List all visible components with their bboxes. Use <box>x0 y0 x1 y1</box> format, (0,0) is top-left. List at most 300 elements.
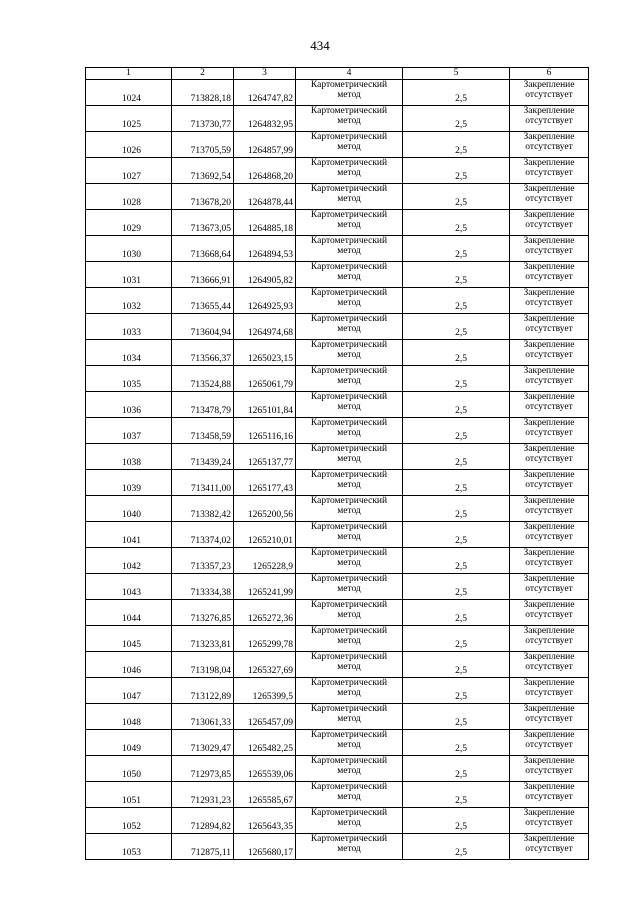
y-coordinate-cell: 1265327,69 <box>234 652 296 678</box>
point-number-cell: 1042 <box>86 548 172 574</box>
table-row <box>86 314 589 340</box>
method-cell-line: метод <box>337 584 361 594</box>
accuracy-cell: 2,5 <box>403 704 510 730</box>
fixation-cell-line: Закрепление <box>523 106 575 116</box>
table-row <box>86 626 589 652</box>
accuracy-cell: 2,5 <box>403 548 510 574</box>
method-cell-line: Картометрический <box>310 548 388 558</box>
fixation-cell <box>510 418 589 444</box>
fixation-cell-line: отсутствует <box>525 428 573 438</box>
method-cell-line: метод <box>337 688 361 698</box>
method-cell-line: Картометрический <box>310 834 388 844</box>
accuracy-cell: 2,5 <box>403 730 510 756</box>
method-cell <box>296 470 403 496</box>
point-number-cell: 1040 <box>86 496 172 522</box>
y-coordinate-cell: 1264894,53 <box>234 236 296 262</box>
accuracy-cell: 2,5 <box>403 678 510 704</box>
y-coordinate-cell: 1265399,5 <box>234 678 296 704</box>
method-cell-line: Картометрический <box>310 626 388 636</box>
method-cell-line: Картометрический <box>310 678 388 688</box>
method-cell <box>296 340 403 366</box>
point-number-cell: 1034 <box>86 340 172 366</box>
fixation-cell <box>510 158 589 184</box>
method-cell-line: метод <box>337 298 361 308</box>
point-number-cell: 1049 <box>86 730 172 756</box>
method-cell-line: Картометрический <box>310 392 388 402</box>
x-coordinate-cell: 713061,33 <box>172 704 234 730</box>
y-coordinate-cell: 1265299,78 <box>234 626 296 652</box>
table-row <box>86 600 589 626</box>
method-cell <box>296 834 403 860</box>
y-coordinate-cell: 1264868,20 <box>234 158 296 184</box>
x-coordinate-cell: 713374,02 <box>172 522 234 548</box>
fixation-cell-line: Закрепление <box>523 418 575 428</box>
fixation-cell-line: отсутствует <box>525 688 573 698</box>
method-cell <box>296 574 403 600</box>
x-coordinate-cell: 713357,23 <box>172 548 234 574</box>
method-cell <box>296 80 403 106</box>
accuracy-cell: 2,5 <box>403 236 510 262</box>
header-row <box>86 68 589 80</box>
method-cell <box>296 210 403 236</box>
accuracy-cell: 2,5 <box>403 600 510 626</box>
point-number-cell: 1036 <box>86 392 172 418</box>
table-body <box>86 80 589 860</box>
method-cell-line: Картометрический <box>310 756 388 766</box>
fixation-cell <box>510 262 589 288</box>
y-coordinate-cell: 1265200,56 <box>234 496 296 522</box>
table-row <box>86 470 589 496</box>
fixation-cell-line: Закрепление <box>523 834 575 844</box>
table-row <box>86 652 589 678</box>
fixation-cell-line: Закрепление <box>523 704 575 714</box>
table-row <box>86 132 589 158</box>
fixation-cell-line: Закрепление <box>523 808 575 818</box>
header-cell: 2 <box>172 68 234 80</box>
table-row <box>86 80 589 106</box>
fixation-cell-line: отсутствует <box>525 792 573 802</box>
method-cell-line: Картометрический <box>310 158 388 168</box>
point-number-cell: 1025 <box>86 106 172 132</box>
fixation-cell-line: Закрепление <box>523 470 575 480</box>
header-cell: 3 <box>234 68 296 80</box>
page-number: 434 <box>310 38 330 53</box>
table-row <box>86 158 589 184</box>
accuracy-cell: 2,5 <box>403 262 510 288</box>
fixation-cell-line: отсутствует <box>525 376 573 386</box>
point-number-cell: 1046 <box>86 652 172 678</box>
fixation-cell <box>510 236 589 262</box>
y-coordinate-cell: 1265137,77 <box>234 444 296 470</box>
fixation-cell <box>510 730 589 756</box>
x-coordinate-cell: 713411,00 <box>172 470 234 496</box>
fixation-cell-line: Закрепление <box>523 184 575 194</box>
method-cell <box>296 132 403 158</box>
table-row <box>86 756 589 782</box>
accuracy-cell: 2,5 <box>403 522 510 548</box>
method-cell <box>296 366 403 392</box>
x-coordinate-cell: 713668,64 <box>172 236 234 262</box>
header-cell: 1 <box>86 68 172 80</box>
coordinates-table <box>85 67 589 860</box>
method-cell-line: метод <box>337 116 361 126</box>
method-cell-line: метод <box>337 636 361 646</box>
method-cell <box>296 418 403 444</box>
method-cell <box>296 496 403 522</box>
table-row <box>86 340 589 366</box>
fixation-cell-line: Закрепление <box>523 600 575 610</box>
method-cell <box>296 808 403 834</box>
accuracy-cell: 2,5 <box>403 288 510 314</box>
point-number-cell: 1052 <box>86 808 172 834</box>
point-number-cell: 1029 <box>86 210 172 236</box>
fixation-cell <box>510 548 589 574</box>
x-coordinate-cell: 712875,11 <box>172 834 234 860</box>
y-coordinate-cell: 1265539,06 <box>234 756 296 782</box>
y-coordinate-cell: 1265272,36 <box>234 600 296 626</box>
method-cell <box>296 730 403 756</box>
table-row <box>86 548 589 574</box>
x-coordinate-cell: 713458,59 <box>172 418 234 444</box>
fixation-cell-line: отсутствует <box>525 532 573 542</box>
method-cell-line: Картометрический <box>310 418 388 428</box>
accuracy-cell: 2,5 <box>403 496 510 522</box>
method-cell-line: Картометрический <box>310 132 388 142</box>
method-cell-line: Картометрический <box>310 236 388 246</box>
fixation-cell <box>510 366 589 392</box>
method-cell-line: метод <box>337 246 361 256</box>
fixation-cell <box>510 756 589 782</box>
x-coordinate-cell: 712931,23 <box>172 782 234 808</box>
y-coordinate-cell: 1265228,9 <box>234 548 296 574</box>
x-coordinate-cell: 713334,38 <box>172 574 234 600</box>
accuracy-cell: 2,5 <box>403 574 510 600</box>
fixation-cell-line: отсутствует <box>525 636 573 646</box>
accuracy-cell: 2,5 <box>403 756 510 782</box>
method-cell-line: метод <box>337 402 361 412</box>
fixation-cell-line: Закрепление <box>523 782 575 792</box>
y-coordinate-cell: 1265116,16 <box>234 418 296 444</box>
fixation-cell <box>510 626 589 652</box>
method-cell-line: метод <box>337 740 361 750</box>
x-coordinate-cell: 713382,42 <box>172 496 234 522</box>
y-coordinate-cell: 1265482,25 <box>234 730 296 756</box>
fixation-cell-line: отсутствует <box>525 246 573 256</box>
fixation-cell-line: Закрепление <box>523 444 575 454</box>
fixation-cell-line: отсутствует <box>525 298 573 308</box>
y-coordinate-cell: 1264974,68 <box>234 314 296 340</box>
point-number-cell: 1032 <box>86 288 172 314</box>
fixation-cell-line: Закрепление <box>523 392 575 402</box>
method-cell <box>296 548 403 574</box>
y-coordinate-cell: 1265585,67 <box>234 782 296 808</box>
y-coordinate-cell: 1265023,15 <box>234 340 296 366</box>
method-cell-line: Картометрический <box>310 496 388 506</box>
point-number-cell: 1033 <box>86 314 172 340</box>
method-cell-line: метод <box>337 766 361 776</box>
y-coordinate-cell: 1264885,18 <box>234 210 296 236</box>
method-cell-line: метод <box>337 558 361 568</box>
method-cell <box>296 106 403 132</box>
method-cell-line: метод <box>337 168 361 178</box>
point-number-cell: 1045 <box>86 626 172 652</box>
table-row <box>86 678 589 704</box>
method-cell-line: метод <box>337 350 361 360</box>
table-row <box>86 704 589 730</box>
fixation-cell-line: отсутствует <box>525 480 573 490</box>
method-cell-line: метод <box>337 428 361 438</box>
method-cell <box>296 678 403 704</box>
table-row <box>86 834 589 860</box>
x-coordinate-cell: 713666,91 <box>172 262 234 288</box>
fixation-cell-line: отсутствует <box>525 610 573 620</box>
fixation-cell <box>510 340 589 366</box>
method-cell <box>296 782 403 808</box>
method-cell <box>296 600 403 626</box>
fixation-cell-line: отсутствует <box>525 844 573 854</box>
accuracy-cell: 2,5 <box>403 80 510 106</box>
fixation-cell-line: отсутствует <box>525 506 573 516</box>
fixation-cell-line: отсутствует <box>525 662 573 672</box>
x-coordinate-cell: 713029,47 <box>172 730 234 756</box>
fixation-cell <box>510 782 589 808</box>
accuracy-cell: 2,5 <box>403 184 510 210</box>
fixation-cell <box>510 834 589 860</box>
accuracy-cell: 2,5 <box>403 210 510 236</box>
fixation-cell-line: Закрепление <box>523 314 575 324</box>
x-coordinate-cell: 713198,04 <box>172 652 234 678</box>
method-cell-line: метод <box>337 454 361 464</box>
fixation-cell-line: Закрепление <box>523 158 575 168</box>
header-cell: 4 <box>296 68 403 80</box>
point-number-cell: 1051 <box>86 782 172 808</box>
table-row <box>86 106 589 132</box>
fixation-cell-line: отсутствует <box>525 168 573 178</box>
method-cell <box>296 704 403 730</box>
fixation-cell-line: Закрепление <box>523 262 575 272</box>
fixation-cell-line: отсутствует <box>525 350 573 360</box>
fixation-cell-line: Закрепление <box>523 340 575 350</box>
accuracy-cell: 2,5 <box>403 626 510 652</box>
fixation-cell <box>510 704 589 730</box>
x-coordinate-cell: 713122,89 <box>172 678 234 704</box>
fixation-cell <box>510 470 589 496</box>
fixation-cell-line: отсутствует <box>525 220 573 230</box>
accuracy-cell: 2,5 <box>403 340 510 366</box>
x-coordinate-cell: 712973,85 <box>172 756 234 782</box>
method-cell <box>296 392 403 418</box>
y-coordinate-cell: 1264832,95 <box>234 106 296 132</box>
table-row <box>86 444 589 470</box>
x-coordinate-cell: 713439,24 <box>172 444 234 470</box>
header-cell: 6 <box>510 68 589 80</box>
x-coordinate-cell: 713524,88 <box>172 366 234 392</box>
method-cell-line: Картометрический <box>310 600 388 610</box>
fixation-cell <box>510 600 589 626</box>
fixation-cell <box>510 496 589 522</box>
point-number-cell: 1030 <box>86 236 172 262</box>
method-cell <box>296 236 403 262</box>
method-cell-line: Картометрический <box>310 314 388 324</box>
fixation-cell <box>510 184 589 210</box>
fixation-cell <box>510 652 589 678</box>
point-number-cell: 1035 <box>86 366 172 392</box>
y-coordinate-cell: 1265680,17 <box>234 834 296 860</box>
x-coordinate-cell: 713828,18 <box>172 80 234 106</box>
method-cell-line: метод <box>337 714 361 724</box>
x-coordinate-cell: 713233,81 <box>172 626 234 652</box>
method-cell-line: метод <box>337 90 361 100</box>
y-coordinate-cell: 1264747,82 <box>234 80 296 106</box>
method-cell-line: Картометрический <box>310 210 388 220</box>
method-cell-line: метод <box>337 142 361 152</box>
method-cell-line: метод <box>337 506 361 516</box>
method-cell <box>296 756 403 782</box>
method-cell-line: Картометрический <box>310 574 388 584</box>
table-row <box>86 418 589 444</box>
accuracy-cell: 2,5 <box>403 392 510 418</box>
method-cell-line: метод <box>337 818 361 828</box>
accuracy-cell: 2,5 <box>403 808 510 834</box>
method-cell <box>296 652 403 678</box>
fixation-cell <box>510 444 589 470</box>
y-coordinate-cell: 1264857,99 <box>234 132 296 158</box>
fixation-cell-line: Закрепление <box>523 574 575 584</box>
y-coordinate-cell: 1265061,79 <box>234 366 296 392</box>
fixation-cell-line: отсутствует <box>525 272 573 282</box>
method-cell-line: Картометрический <box>310 470 388 480</box>
fixation-cell-line: Закрепление <box>523 652 575 662</box>
accuracy-cell: 2,5 <box>403 366 510 392</box>
method-cell-line: Картометрический <box>310 340 388 350</box>
table-row <box>86 730 589 756</box>
method-cell-line: метод <box>337 324 361 334</box>
method-cell <box>296 262 403 288</box>
fixation-cell <box>510 80 589 106</box>
fixation-cell-line: Закрепление <box>523 210 575 220</box>
method-cell <box>296 522 403 548</box>
x-coordinate-cell: 713673,05 <box>172 210 234 236</box>
point-number-cell: 1044 <box>86 600 172 626</box>
fixation-cell-line: Закрепление <box>523 236 575 246</box>
method-cell-line: метод <box>337 220 361 230</box>
y-coordinate-cell: 1265101,84 <box>234 392 296 418</box>
method-cell-line: Картометрический <box>310 808 388 818</box>
method-cell-line: Картометрический <box>310 782 388 792</box>
accuracy-cell: 2,5 <box>403 106 510 132</box>
table-row <box>86 392 589 418</box>
fixation-cell-line: Закрепление <box>523 496 575 506</box>
point-number-cell: 1053 <box>86 834 172 860</box>
fixation-cell <box>510 522 589 548</box>
y-coordinate-cell: 1264925,93 <box>234 288 296 314</box>
fixation-cell <box>510 808 589 834</box>
method-cell-line: Картометрический <box>310 444 388 454</box>
fixation-cell-line: Закрепление <box>523 678 575 688</box>
y-coordinate-cell: 1265643,35 <box>234 808 296 834</box>
fixation-cell-line: Закрепление <box>523 288 575 298</box>
x-coordinate-cell: 713678,20 <box>172 184 234 210</box>
y-coordinate-cell: 1265457,09 <box>234 704 296 730</box>
y-coordinate-cell: 1265241,99 <box>234 574 296 600</box>
point-number-cell: 1039 <box>86 470 172 496</box>
y-coordinate-cell: 1265177,43 <box>234 470 296 496</box>
table-row <box>86 288 589 314</box>
fixation-cell <box>510 288 589 314</box>
fixation-cell-line: отсутствует <box>525 324 573 334</box>
y-coordinate-cell: 1264905,82 <box>234 262 296 288</box>
table-row <box>86 574 589 600</box>
method-cell-line: Картометрический <box>310 288 388 298</box>
fixation-cell-line: Закрепление <box>523 548 575 558</box>
accuracy-cell: 2,5 <box>403 834 510 860</box>
accuracy-cell: 2,5 <box>403 444 510 470</box>
x-coordinate-cell: 713276,85 <box>172 600 234 626</box>
method-cell <box>296 444 403 470</box>
method-cell-line: Картометрический <box>310 366 388 376</box>
x-coordinate-cell: 713692,54 <box>172 158 234 184</box>
method-cell-line: метод <box>337 610 361 620</box>
fixation-cell-line: отсутствует <box>525 584 573 594</box>
fixation-cell <box>510 210 589 236</box>
fixation-cell-line: Закрепление <box>523 80 575 90</box>
method-cell-line: Картометрический <box>310 652 388 662</box>
fixation-cell-line: отсутствует <box>525 818 573 828</box>
fixation-cell-line: отсутствует <box>525 194 573 204</box>
method-cell <box>296 184 403 210</box>
fixation-cell-line: отсутствует <box>525 142 573 152</box>
table-row <box>86 184 589 210</box>
fixation-cell-line: отсутствует <box>525 90 573 100</box>
point-number-cell: 1027 <box>86 158 172 184</box>
fixation-cell-line: отсутствует <box>525 116 573 126</box>
fixation-cell-line: Закрепление <box>523 626 575 636</box>
method-cell-line: Картометрический <box>310 184 388 194</box>
point-number-cell: 1024 <box>86 80 172 106</box>
fixation-cell <box>510 392 589 418</box>
method-cell <box>296 314 403 340</box>
method-cell-line: метод <box>337 194 361 204</box>
method-cell <box>296 158 403 184</box>
fixation-cell <box>510 132 589 158</box>
header-cell: 5 <box>403 68 510 80</box>
method-cell-line: метод <box>337 272 361 282</box>
point-number-cell: 1028 <box>86 184 172 210</box>
method-cell-line: метод <box>337 844 361 854</box>
method-cell-line: метод <box>337 376 361 386</box>
accuracy-cell: 2,5 <box>403 418 510 444</box>
table-row <box>86 366 589 392</box>
x-coordinate-cell: 713730,77 <box>172 106 234 132</box>
x-coordinate-cell: 713655,44 <box>172 288 234 314</box>
point-number-cell: 1048 <box>86 704 172 730</box>
method-cell <box>296 626 403 652</box>
accuracy-cell: 2,5 <box>403 782 510 808</box>
table-row <box>86 262 589 288</box>
method-cell-line: Картометрический <box>310 106 388 116</box>
method-cell <box>296 288 403 314</box>
method-cell-line: Картометрический <box>310 522 388 532</box>
method-cell-line: метод <box>337 662 361 672</box>
fixation-cell <box>510 106 589 132</box>
fixation-cell-line: отсутствует <box>525 558 573 568</box>
accuracy-cell: 2,5 <box>403 314 510 340</box>
table-row <box>86 236 589 262</box>
x-coordinate-cell: 713566,37 <box>172 340 234 366</box>
point-number-cell: 1047 <box>86 678 172 704</box>
fixation-cell-line: Закрепление <box>523 756 575 766</box>
table-row <box>86 808 589 834</box>
